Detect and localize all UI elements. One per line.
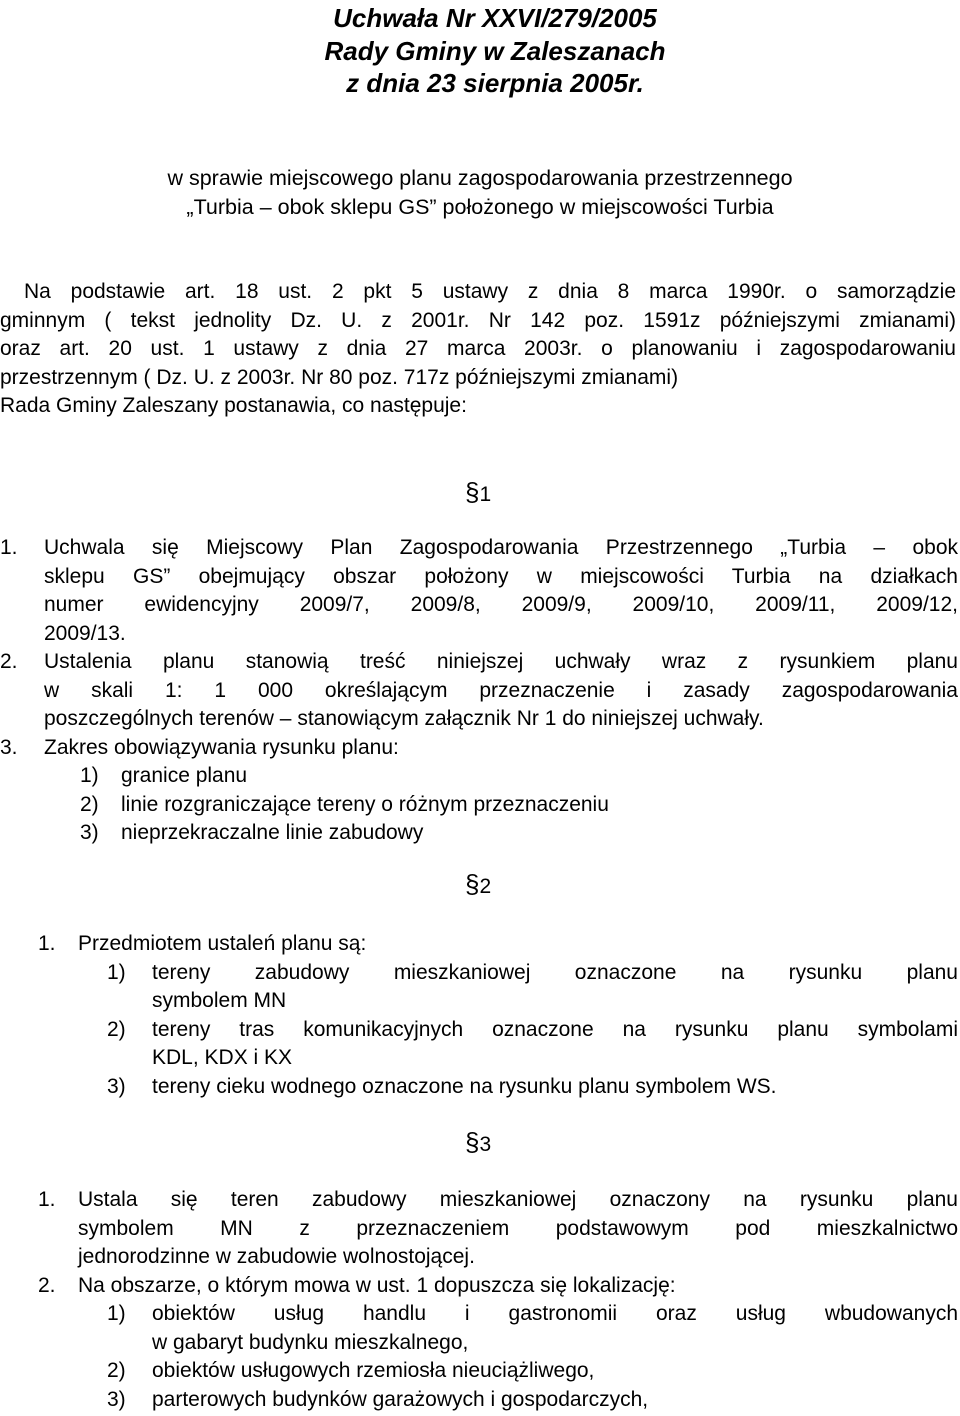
subject-line-2: „Turbia – obok sklepu GS” położonego w miejscowości Turbia: [186, 195, 774, 219]
subitem-number: 1): [80, 764, 99, 787]
document-title: [0, 2, 960, 100]
list-subitem: [0, 791, 958, 820]
subitem-line: tereny cieku wodnego oznaczone na rysunku planu symbolem WS.: [152, 1074, 777, 1098]
paragraph-item-cont: [0, 620, 958, 649]
list-subitem: [0, 1357, 958, 1386]
subitem-line: obiektów usługowych rzemiosła nieuciążliwego,: [152, 1359, 595, 1382]
subitem-number: 2): [80, 792, 99, 816]
subitem-line: obiektów usług handlu i gastronomii oraz usług wbudowanych: [152, 1302, 958, 1325]
subitem-line: tereny tras komunikacyjnych oznaczone na rysunku planu symbolami: [152, 1017, 958, 1041]
paragraph-item: [0, 1272, 958, 1301]
section-symbol: §: [465, 1127, 480, 1157]
item-line: jednorodzinne w zabudowie wolnostojącej.: [78, 1245, 475, 1268]
item-line: Ustalenia planu stanowią treść niniejszej uchwały wraz z rysunkiem planu: [44, 650, 958, 673]
preamble-line: gminnym ( tekst jednolity Dz. U. z 2001r. Nr 142 poz. 1591z późniejszymi zmianami): [0, 308, 956, 332]
preamble-line: przestrzennym ( Dz. U. z 2003r. Nr 80 poz. 717z późniejszymi zmianami): [0, 365, 679, 389]
list-subitem: [0, 1073, 958, 1102]
item-line: Na obszarze, o którym mowa w ust. 1 dopuszcza się lokalizację:: [78, 1273, 676, 1297]
subitem-line: tereny zabudowy mieszkaniowej oznaczone na rysunku planu: [152, 960, 958, 984]
preamble-line: Rada Gminy Zaleszany postanawia, co następuje:: [0, 394, 467, 418]
subitem-number: 3): [107, 1387, 126, 1411]
title-line-3: z dnia 23 sierpnia 2005r.: [346, 68, 644, 98]
list-subitem: [0, 1016, 958, 1045]
subitem-line: w gabaryt budynku mieszkalnego,: [152, 1330, 469, 1354]
item-number: 1.: [38, 932, 56, 955]
item-line: numer ewidencyjny 2009/7, 2009/8, 2009/9, 2009/10, 2009/11, 2009/12,: [44, 593, 958, 616]
item-number: 2.: [0, 650, 18, 673]
subitem-line: parterowych budynków garażowych i gospodarczych,: [152, 1387, 649, 1411]
paragraph-item: [0, 1186, 958, 1215]
section-number: 2: [479, 875, 492, 898]
section-number: 3: [479, 1133, 492, 1156]
list-subitem: [0, 1386, 958, 1415]
paragraph-item-cont: [0, 563, 958, 592]
section-heading-2: [465, 870, 491, 901]
item-number: 1.: [38, 1188, 56, 1211]
paragraph-item: [0, 930, 958, 959]
item-line: Zakres obowiązywania rysunku planu:: [44, 735, 399, 759]
list-subitem: [0, 819, 958, 848]
paragraph-item-cont: [0, 677, 958, 706]
subitem-number: 3): [107, 1074, 126, 1098]
document-subject: [0, 164, 960, 222]
list-subitem-cont: [0, 1044, 958, 1073]
preamble: [0, 278, 956, 421]
subitem-number: 2): [107, 1017, 126, 1041]
list-subitem: [0, 1300, 958, 1329]
section-symbol: §: [465, 869, 480, 899]
item-line: sklepu GS” obejmujący obszar położony w miejscowości Turbia na działkach: [44, 564, 958, 588]
subitem-line: symbolem MN: [152, 989, 287, 1012]
section-2-content: [0, 930, 958, 1101]
item-line: symbolem MN z przeznaczeniem podstawowym pod mieszkalnictwo: [78, 1216, 958, 1240]
section-heading-3: [465, 1128, 491, 1159]
subitem-number: 1): [107, 1302, 126, 1325]
item-number: 2.: [38, 1273, 56, 1297]
item-line: Uchwala się Miejscowy Plan Zagospodarowania Przestrzennego „Turbia – obok: [44, 536, 958, 559]
subitem-text: nieprzekraczalne linie zabudowy: [121, 821, 424, 844]
subitem-number: 1): [107, 960, 126, 984]
list-subitem: [0, 762, 958, 791]
paragraph-item-cont: [0, 591, 958, 620]
list-subitem-cont: [0, 1329, 958, 1358]
paragraph-item: [0, 734, 958, 763]
item-line: 2009/13.: [44, 621, 126, 645]
item-line: poszczególnych terenów – stanowiącym załącznik Nr 1 do niniejszej uchwały.: [44, 707, 764, 730]
subitem-number: 2): [107, 1359, 126, 1382]
subitem-text: granice planu: [121, 764, 248, 787]
section-3-content: [0, 1186, 958, 1414]
item-line: Ustala się teren zabudowy mieszkaniowej oznaczony na rysunku planu: [78, 1188, 958, 1211]
subitem-text: linie rozgraniczające tereny o różnym przeznaczeniu: [121, 792, 609, 816]
item-line: w skali 1: 1 000 określającym przeznaczenie i zasady zagospodarowania: [44, 678, 958, 702]
paragraph-item-cont: [0, 705, 958, 734]
subitem-line: KDL, KDX i KX: [152, 1046, 293, 1069]
subject-line-1: w sprawie miejscowego planu zagospodarowania przestrzennego: [167, 166, 793, 190]
section-heading-1: [465, 478, 491, 509]
preamble-line: oraz art. 20 ust. 1 ustawy z dnia 27 marca 2003r. o planowaniu i zagospodarowaniu: [0, 337, 956, 361]
section-1-content: [0, 534, 958, 848]
paragraph-item: [0, 534, 958, 563]
item-number: 1.: [0, 536, 18, 559]
title-line-2: Rady Gminy w Zaleszanach: [324, 35, 666, 66]
list-subitem: [0, 959, 958, 988]
item-line: Przedmiotem ustaleń planu są:: [78, 932, 367, 955]
item-number: 3.: [0, 735, 18, 759]
title-line-1: Uchwała Nr XXVI/279/2005: [333, 3, 657, 33]
section-number: 1: [479, 483, 492, 506]
section-symbol: §: [465, 477, 480, 507]
paragraph-item: [0, 648, 958, 677]
paragraph-item-cont: [0, 1243, 958, 1272]
list-subitem-cont: [0, 987, 958, 1016]
paragraph-item-cont: [0, 1215, 958, 1244]
subitem-number: 3): [80, 821, 99, 844]
preamble-line: Na podstawie art. 18 ust. 2 pkt 5 ustawy z dnia 8 marca 1990r. o samorządzie: [24, 280, 956, 303]
